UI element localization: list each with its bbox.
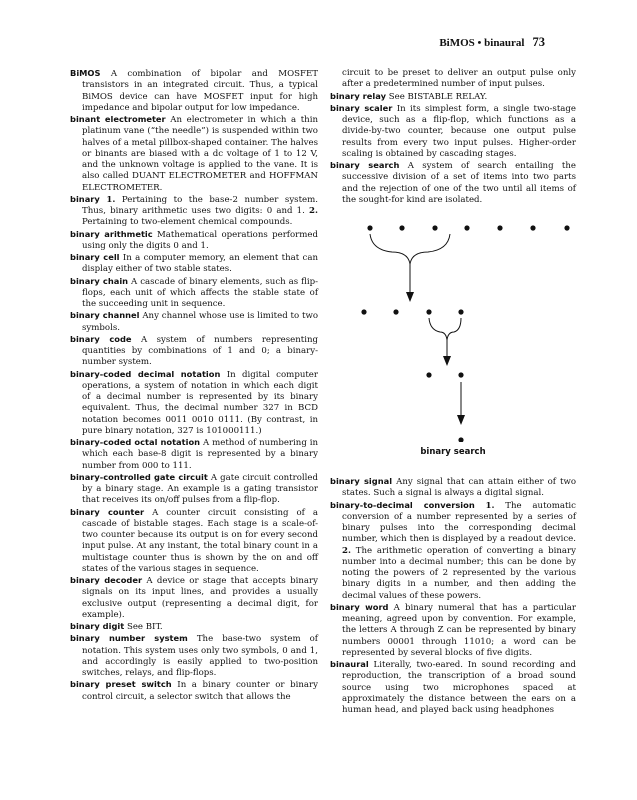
entry-term: binary channel	[70, 310, 140, 321]
dictionary-entry	[70, 621, 318, 633]
dictionary-entry	[70, 310, 318, 334]
brace-icon	[429, 318, 461, 340]
entry-definition: The base-two system of notation. This system uses only two symbols, 0 and 1, and accordingly is easily applied to two-position switches, relays, and flip-flops.	[82, 634, 318, 678]
dictionary-entry	[330, 500, 576, 602]
arrow-head-icon	[443, 356, 451, 366]
entry-term: binaural	[330, 659, 369, 669]
entry-term: binary chain	[70, 275, 129, 286]
entry-definition: A combination of bipolar and MOSFET transistors in an integrated circuit. Thus, a typical BiMOS device can have MOSFET input for high impedance and bipolar output for low impedance.	[82, 69, 318, 113]
entry-definition: A gate circuit controlled by a binary stage. An example is a gating transistor that receives its on/off pulses from a flip-flop.	[82, 472, 318, 506]
entry-term: binant electrometer	[70, 114, 166, 124]
entry-term: BiMOS	[70, 68, 101, 78]
dictionary-entry	[330, 602, 576, 659]
entry-term: binary search	[330, 160, 400, 170]
sense-number: 1.	[106, 194, 116, 205]
sense-number: 2.	[342, 545, 351, 556]
entry-term: binary-coded octal notation	[70, 437, 201, 447]
entry-definition: See BISTABLE RELAY.	[388, 91, 488, 102]
binary-search-figure	[330, 212, 576, 468]
sense-number: 2.	[309, 206, 318, 216]
entry-term: binary preset switch	[70, 679, 172, 690]
dictionary-entry	[70, 472, 318, 507]
entry-definition: A system of numbers representing quantities by combinations of 1 and 0; a binary-number system.	[82, 334, 318, 368]
entry-definition: In a computer memory, an element that can display either of two stable states.	[82, 253, 318, 275]
entry-definition: Any channel whose use is limited to two symbols.	[82, 311, 318, 333]
entry-continuation: circuit to be preset to deliver an output pulse only after a predetermined number of input pulses.	[342, 68, 576, 90]
dictionary-entry	[70, 114, 318, 194]
dictionary-entry	[70, 334, 318, 369]
entry-definition: The automatic conversion of a number represented by a series of binary pulses into the corresponding decimal number, which then is displayed by a readout device.	[342, 500, 576, 545]
item-dot	[564, 225, 569, 230]
entry-term: binary decoder	[70, 575, 143, 585]
dictionary-entry	[330, 160, 576, 206]
item-dot	[458, 437, 463, 442]
item-dot	[458, 309, 463, 314]
sense-number: 1.	[485, 500, 495, 511]
entry-term: binary scaler	[330, 102, 393, 113]
entry-term: binary cell	[70, 252, 120, 262]
entry-definition: Any signal that can attain either of two states. Such a signal is always a digital signal.	[342, 477, 577, 499]
item-dot	[426, 309, 431, 314]
entry-term: binary digit	[70, 621, 125, 631]
dictionary-entry	[70, 575, 318, 621]
entry-term: binary word	[330, 601, 389, 612]
entry-term: binary relay	[330, 90, 386, 101]
dictionary-entry	[70, 369, 318, 438]
entry-definition: In a binary counter or binary control circuit, a selector switch that allows the	[82, 680, 318, 702]
dictionary-entry	[70, 68, 318, 114]
entry-term: binary arithmetic	[70, 228, 153, 239]
item-dot	[393, 309, 398, 314]
dictionary-entry	[330, 476, 576, 500]
dictionary-entry	[70, 679, 318, 703]
dictionary-entry	[70, 276, 318, 311]
item-dot	[399, 225, 404, 230]
dictionary-entry	[330, 91, 576, 103]
entry-term: binary	[70, 193, 100, 204]
entry-definition: Pertaining to two-element chemical compounds.	[82, 217, 293, 228]
item-dot	[458, 372, 463, 377]
entry-term: binary number system	[70, 633, 188, 644]
entry-term: binary signal	[330, 476, 393, 486]
dictionary-entry	[330, 659, 576, 716]
item-dot	[530, 225, 535, 230]
entry-definition: An electrometer in which a thin platinum vane (“the needle”) is suspended within two halves of a metal pillbox-shaped container. The halves or binants are biased with a dc voltage of 1 to 12 V, and the unknown voltage is applied to the vane. It is also called DUANT ELECTROMETER and HOFFMAN ELECTROMETER.	[82, 115, 318, 193]
entry-definition: A method of numbering in which each base-8 digit is represented by a binary number from 000 to 111.	[82, 438, 319, 471]
dictionary-entry	[70, 633, 318, 679]
entry-term: binary counter	[70, 506, 145, 517]
entry-definition: A binary numeral that has a particular meaning, agreed upon by convention. For example, the letters A through Z can be represented by binary numbers 00001 through 11010; a word can be represented by several blocks of five digits.	[342, 602, 576, 658]
item-dot	[464, 225, 469, 230]
right-column	[330, 68, 576, 716]
entry-definition: A cascade of binary elements, such as flip-flops, each unit of which affects the stable state of the succeeding unit in sequence.	[82, 276, 318, 309]
header-title: BiMOS • binaural	[439, 37, 525, 49]
brace-icon	[370, 234, 450, 264]
entry-definition: A counter circuit consisting of a cascade of bistable stages. Each stage is a scale-of-two counter because its output is on for every second input pulse. At any instant, the total binary count in a multistage counter thus is shown by the on and off states of the various stages in sequence.	[82, 507, 318, 574]
dictionary-entry	[70, 507, 318, 576]
item-dot	[367, 225, 372, 230]
entry-term: binary-coded decimal notation	[70, 368, 221, 379]
entry-term: binary-controlled gate circuit	[70, 471, 208, 482]
figure-caption: binary search	[420, 447, 486, 457]
dictionary-entry	[70, 194, 318, 229]
entry-definition: The arithmetic operation of converting a binary number into a decimal number; this can be done by noting the powers of 2 represented by the various binary digits in a number, and then adding the decimal values of these powers.	[342, 545, 577, 601]
item-dot	[426, 372, 431, 377]
entry-definition: See BIT.	[126, 622, 163, 632]
entry-term: binary-to-decimal conversion	[330, 499, 475, 510]
arrow-head-icon	[406, 292, 414, 302]
left-column	[70, 68, 318, 703]
arrow-head-icon	[457, 415, 465, 425]
running-header	[439, 35, 545, 50]
page-number: 73	[532, 35, 545, 49]
dictionary-entry	[70, 229, 318, 253]
entry-definition: In its simplest form, a single two-stage device, such as a flip-flop, which functions as a divide-by-two counter, because one output pulse results from every two input pulses. Higher-order scaling is obtained by cascading stages.	[342, 103, 576, 159]
dictionary-entry	[70, 252, 318, 276]
dictionary-entry	[330, 103, 576, 160]
dictionary-entry	[70, 437, 318, 472]
item-dot	[361, 309, 366, 314]
entry-term: binary code	[70, 333, 132, 344]
entry-definition: Mathematical operations performed using only the digits 0 and 1.	[82, 229, 318, 251]
entry-definition: A system of search entailing the successive division of a set of items into two parts and the rejection of one of the two until all items of the sought-for kind are isolated.	[342, 161, 576, 205]
entry-definition: Literally, two-eared. In sound recording and reproduction, the transcription of a broad sound source using two microphones spaced at approximately the distance between the ears on a human head, and played back using headphones	[342, 660, 576, 715]
entry-definition: Pertaining to the base-2 number system. Thus, binary arithmetic uses two digits: 0 and 1.	[82, 194, 318, 216]
item-dot	[432, 225, 437, 230]
item-dot	[497, 225, 502, 230]
entry-definition: In digital computer operations, a system of notation in which each digit of a decimal number is represented by its binary equivalent. Thus, the decimal number 327 in BCD notation becomes 0011 0010 0111. (By contrast, in pure binary notation, 327 is 101000111.)	[82, 369, 319, 436]
binary-search-diagram	[330, 212, 576, 442]
entry-definition: A device or stage that accepts binary signals on its input lines, and provides a usually exclusive output (representing a decimal digit, for example).	[82, 576, 318, 620]
